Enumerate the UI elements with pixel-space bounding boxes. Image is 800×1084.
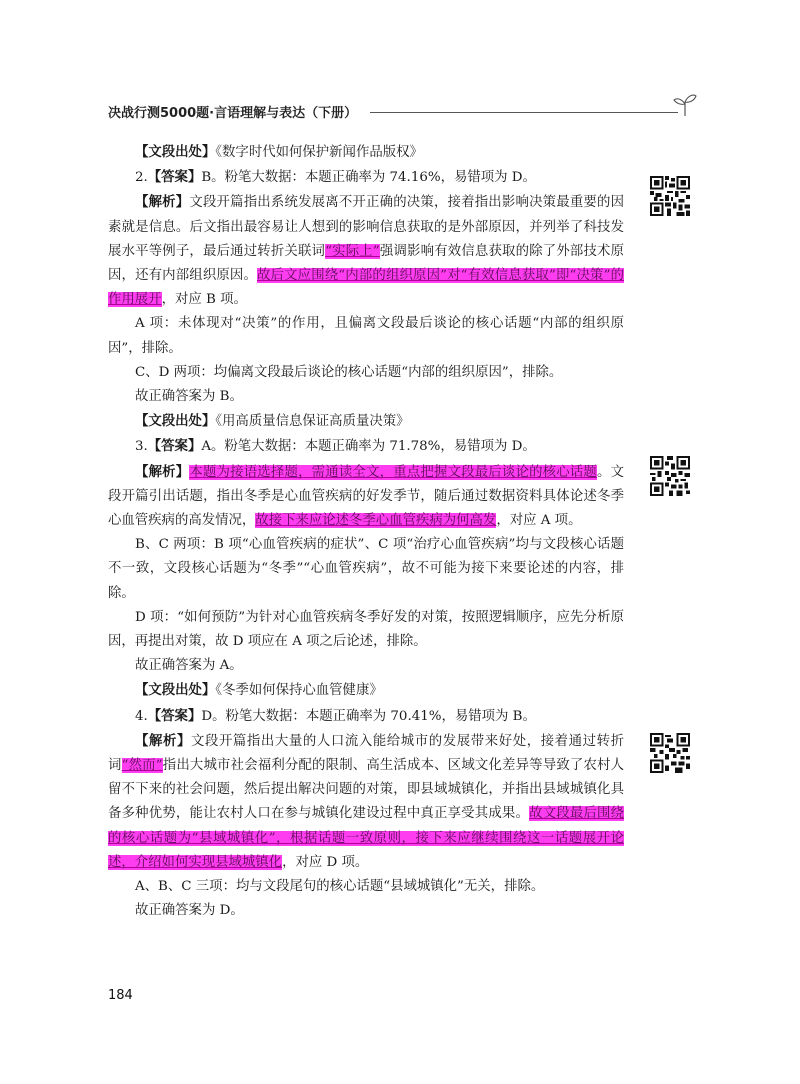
- q2-answer: [108, 165, 624, 190]
- answer-label: 【答案】: [147, 169, 202, 186]
- q2-conclusion: 故正确答案为 B。: [135, 389, 243, 405]
- q4-analysis: [108, 729, 624, 875]
- source-title: 《数字时代如何保护新闻作品版权》: [215, 145, 423, 160]
- q4-source: [108, 678, 624, 703]
- source-label: 【文段出处】: [135, 682, 216, 699]
- q2-option-cd: C、D 两项：均偏离文段最后谈论的核心话题“内部的组织原因”，排除。: [135, 364, 563, 380]
- q4-option-abc: A、B、C 三项：均与文段尾句的核心话题“县域城镇化”无关，排除。: [135, 879, 545, 895]
- answer-label: 【答案】: [147, 707, 202, 724]
- question-number: 4.: [135, 708, 148, 724]
- answer-label: 【答案】: [147, 438, 202, 455]
- q3-conclusion: 故正确答案为 A。: [135, 658, 243, 674]
- q3-answer: [108, 434, 624, 459]
- analysis-text: ，对应 B 项。: [161, 292, 247, 308]
- qr-code-icon[interactable]: [650, 456, 690, 496]
- qr-code-icon[interactable]: [650, 733, 690, 773]
- analysis-text: 指出大城市社会福利分配的限制、高生活成本、区域文化差异等导致了农村人留不下来的社会问题，然后提出解决问题的对策，即县域城镇化，并指出县域城镇化具备多种优势，能让农村人口在参与城镇化建设过程中真正享受其成果。: [108, 758, 624, 822]
- q3-option-d: D 项：“如何预防”为针对心血管疾病冬季好发的对策，按照逻辑顺序，应先分析原因，再提出对策，故 D 项应在 A 项之后论述，排除。: [108, 609, 624, 650]
- sprout-icon: [672, 92, 698, 118]
- source-label: 【文段出处】: [135, 413, 216, 430]
- q2-source: [108, 140, 624, 165]
- answer-text: D。粉笔大数据：本题正确率为 70.41%，易错项为 B。: [201, 708, 536, 724]
- highlight: 本题为接语选择题，需通读全文，重点把握文段最后谈论的核心话题: [189, 464, 598, 480]
- question-number: 3.: [135, 439, 148, 455]
- source-label: 【文段出处】: [135, 144, 216, 160]
- q3-source: [108, 409, 624, 434]
- analysis-label: 【解析】: [135, 732, 191, 749]
- analysis-text: ，对应 A 项。: [496, 513, 582, 529]
- analysis-text: ，对应 D 项。: [282, 854, 369, 870]
- running-header: [108, 98, 698, 122]
- q4-answer: [108, 704, 624, 729]
- highlight: “然而”: [121, 758, 163, 774]
- q4-conclusion: 故正确答案为 D。: [135, 903, 244, 919]
- source-title: 《用高质量信息保证高质量决策》: [215, 414, 410, 430]
- analysis-text: 强调影响有效信息获取的除了外部技术原因，还有内部组织原因。: [108, 243, 625, 284]
- q3-analysis: [108, 460, 624, 534]
- highlight: 故文段最后围绕的核心话题为“县域城镇化”，根据话题一致原则，接下来应继续围绕这一话题展开论述，介绍如何实现县域城镇化: [108, 806, 625, 870]
- answer-explanations: [108, 140, 624, 924]
- highlight: “实际上”: [325, 243, 380, 259]
- q2-analysis: [108, 190, 624, 312]
- question-number: 2.: [135, 170, 148, 186]
- page-number: 184: [108, 988, 133, 1003]
- source-title: 《冬季如何保持心血管健康》: [215, 683, 383, 699]
- highlight: 故后文应围绕“内部的组织原因”对“有效信息获取”即“决策”的作用展开: [108, 268, 624, 308]
- answer-text: A。粉笔大数据：本题正确率为 71.78%，易错项为 D。: [201, 439, 536, 455]
- qr-code-icon[interactable]: [650, 176, 690, 216]
- analysis-label: 【解析】: [135, 463, 190, 480]
- header-title: 决战行测5000题·言语理解与表达（下册）: [108, 106, 358, 121]
- answer-text: B。粉笔大数据：本题正确率为 74.16%，易错项为 D。: [201, 170, 536, 186]
- q2-option-a: A 项：未体现对“决策”的作用，且偏离文段最后谈论的核心话题“内部的组织原因”，排除。: [108, 316, 624, 356]
- q3-option-bc: B、C 两项：B 项“心血管疾病的症状”、C 项“治疗心血管疾病”均与文段核心话题不一致，文段核心话题为“冬季”“心血管疾病”，故不可能为接下来要论述的内容，排除。: [108, 537, 624, 601]
- analysis-text: 。文段开篇引出话题，指出冬季是心血管疾病的好发季节，随后通过数据资料具体论述冬季心血管疾病的高发情况，: [108, 464, 625, 529]
- analysis-text: 文段开篇指出大量的人口流入能给城市的发展带来好处，接着通过转折词: [108, 733, 625, 774]
- highlight: 故接下来应论述冬季心血管疾病为何高发: [255, 513, 497, 529]
- analysis-text: 文段开篇指出系统发展离不开正确的决策，接着指出影响决策最重要的因素就是信息。后文指出最容易让人想到的影响信息获取的是外部原因，并列举了科技发展水平等例子，最后通过转折关联词: [108, 195, 625, 259]
- analysis-label: 【解析】: [135, 194, 190, 211]
- header-rule: [370, 112, 678, 113]
